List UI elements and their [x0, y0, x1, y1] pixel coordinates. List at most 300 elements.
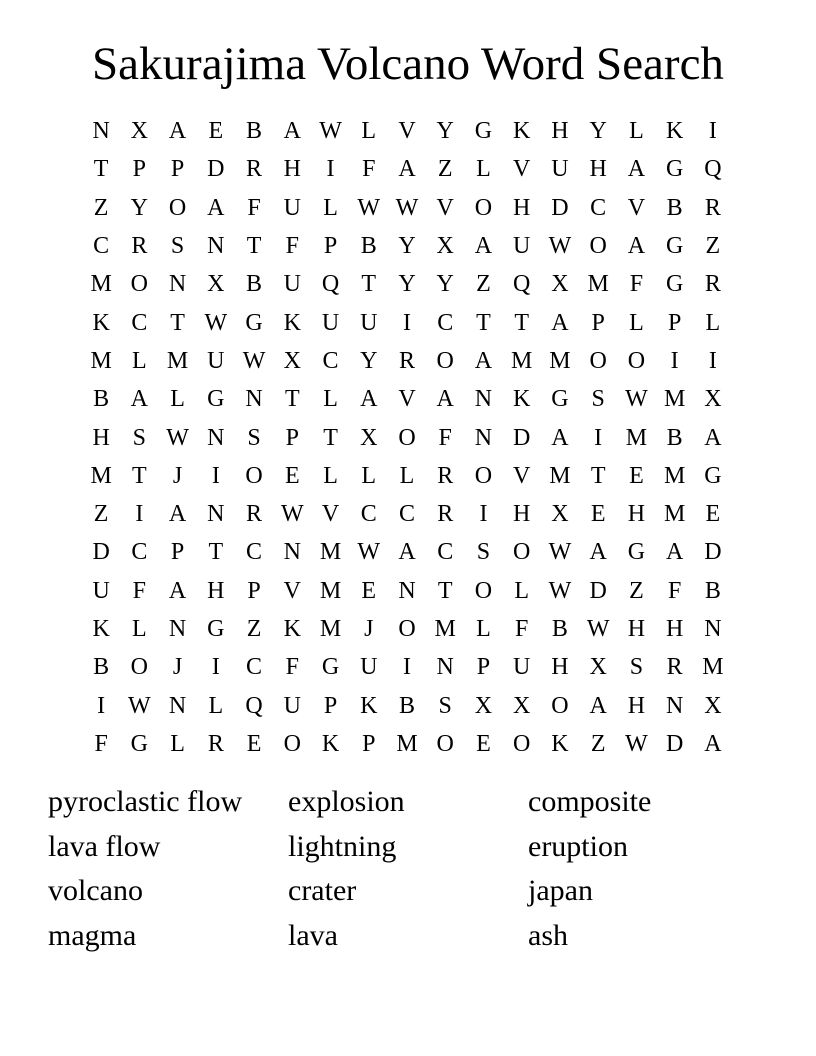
- grid-letter: O: [168, 194, 187, 221]
- grid-letter: P: [285, 424, 299, 451]
- grid-letter: A: [627, 233, 646, 260]
- grid-letter: X: [436, 233, 454, 260]
- grid-letter: B: [666, 424, 683, 451]
- grid-letter: I: [326, 156, 335, 183]
- grid-letter: B: [360, 233, 377, 260]
- page-title: Sakurajima Volcano Word Search: [92, 38, 724, 90]
- grid-letter: C: [437, 539, 454, 566]
- grid-letter: N: [168, 692, 187, 719]
- grid-letter: W: [395, 194, 419, 221]
- grid-letter: C: [246, 539, 263, 566]
- grid-letter: P: [591, 309, 605, 336]
- grid-letter: N: [245, 386, 263, 413]
- grid-letter: I: [135, 501, 144, 528]
- grid-letter: M: [319, 616, 342, 642]
- grid-letter: N: [168, 616, 187, 642]
- grid-letter: V: [513, 156, 531, 183]
- grid-letter: K: [321, 730, 340, 757]
- grid-letter: P: [476, 654, 491, 681]
- grid-letter: N: [207, 233, 225, 260]
- grid-letter: Y: [360, 347, 378, 374]
- grid-letter: N: [436, 654, 454, 681]
- grid-letter: X: [551, 271, 569, 298]
- grid-letter: E: [629, 462, 644, 489]
- grid-letter: I: [402, 654, 411, 681]
- grid-letter: R: [666, 654, 683, 681]
- word-list-item: lightning: [288, 829, 397, 863]
- grid-letter: L: [323, 386, 338, 413]
- grid-letter: Z: [246, 616, 262, 642]
- grid-letter: X: [207, 271, 225, 298]
- grid-letter: L: [323, 462, 338, 489]
- grid-letter: A: [551, 424, 569, 451]
- grid-letter: X: [551, 501, 569, 528]
- grid-letter: O: [513, 539, 531, 566]
- grid-letter: Y: [589, 118, 607, 145]
- grid-letter: A: [360, 386, 378, 413]
- grid-letter: K: [283, 616, 301, 642]
- grid-letter: K: [513, 386, 531, 413]
- grid-letter: G: [704, 462, 722, 489]
- grid-letter: O: [474, 462, 493, 489]
- grid-letter: M: [511, 347, 533, 374]
- grid-letter: I: [594, 424, 603, 451]
- grid-letter: O: [474, 194, 493, 221]
- grid-letter: U: [207, 347, 225, 374]
- grid-letter: Y: [436, 118, 454, 145]
- grid-letter: M: [319, 539, 342, 566]
- grid-letter: U: [360, 309, 378, 336]
- word-list-item: volcano: [48, 874, 143, 907]
- grid-letter: J: [172, 462, 183, 489]
- letter-grid: [82, 112, 732, 763]
- grid-letter: D: [513, 424, 531, 451]
- grid-letter: N: [92, 118, 110, 145]
- grid-letter: U: [513, 233, 531, 260]
- grid-letter: W: [319, 118, 342, 145]
- grid-letter: Z: [93, 194, 109, 221]
- grid-letter: B: [93, 386, 110, 413]
- grid-letter: V: [398, 118, 416, 145]
- grid-letter: T: [132, 462, 147, 489]
- grid-letter: G: [665, 233, 684, 260]
- grid-letter: W: [357, 539, 381, 566]
- grid-letter: O: [130, 271, 149, 298]
- grid-letter: J: [172, 654, 183, 681]
- grid-letter: X: [589, 654, 607, 681]
- grid-letter: W: [128, 692, 151, 719]
- grid-letter: O: [627, 347, 646, 374]
- grid-letter: O: [474, 577, 493, 604]
- grid-letter: C: [131, 539, 148, 566]
- grid-letter: O: [513, 730, 531, 757]
- grid-letter: A: [168, 577, 187, 604]
- grid-letter: A: [283, 118, 301, 145]
- grid-letter: O: [589, 233, 607, 260]
- grid-letter: C: [437, 309, 454, 336]
- grid-letter: F: [132, 577, 147, 604]
- grid-letter: R: [398, 347, 415, 374]
- grid-letter: M: [319, 577, 342, 604]
- grid-letter: B: [246, 118, 263, 145]
- grid-letter: U: [283, 692, 301, 719]
- grid-letter: O: [245, 462, 263, 489]
- grid-letter: Z: [629, 577, 644, 604]
- grid-letter: N: [398, 577, 416, 604]
- grid-letter: W: [548, 539, 572, 566]
- grid-letter: G: [207, 616, 225, 642]
- grid-letter: M: [396, 730, 418, 757]
- grid-letter: A: [436, 386, 454, 413]
- grid-letter: O: [398, 424, 416, 451]
- grid-letter: V: [436, 194, 454, 221]
- grid-letter: U: [551, 156, 569, 183]
- grid-letter: A: [474, 347, 493, 374]
- word-list-item: lava flow: [48, 829, 161, 863]
- grid-letter: T: [284, 386, 300, 413]
- grid-letter: L: [132, 616, 147, 642]
- grid-letter: F: [247, 194, 261, 221]
- grid-letter: Z: [705, 233, 721, 260]
- grid-letter: M: [663, 386, 686, 413]
- grid-letter: A: [704, 730, 722, 757]
- grid-letter: I: [708, 347, 717, 374]
- grid-letter: A: [589, 539, 607, 566]
- grid-letter: Q: [245, 692, 263, 719]
- grid-letter: W: [242, 347, 266, 374]
- grid-letter: Z: [590, 730, 606, 757]
- grid-letter: X: [474, 692, 493, 719]
- grid-letter: H: [551, 118, 569, 145]
- word-list: [48, 780, 768, 958]
- grid-letter: S: [629, 654, 644, 681]
- grid-letter: P: [247, 577, 261, 604]
- grid-letter: H: [627, 692, 646, 719]
- grid-letter: H: [513, 501, 531, 528]
- word-list-item: composite: [528, 785, 652, 818]
- grid-letter: H: [589, 156, 607, 183]
- grid-letter: K: [360, 692, 378, 719]
- grid-letter: P: [170, 156, 185, 183]
- grid-letter: N: [283, 539, 301, 566]
- grid-letter: M: [587, 271, 609, 298]
- grid-letter: G: [551, 386, 569, 413]
- grid-letter: O: [551, 692, 569, 719]
- grid-letter: H: [207, 577, 225, 604]
- grid-letter: Y: [436, 271, 454, 298]
- grid-letter: V: [398, 386, 416, 413]
- grid-letter: T: [590, 462, 606, 489]
- grid-letter: L: [361, 462, 377, 489]
- grid-letter: B: [551, 616, 568, 642]
- grid-letter: O: [436, 347, 454, 374]
- grid-letter: N: [168, 271, 187, 298]
- grid-letter: K: [92, 616, 110, 642]
- grid-letter: C: [590, 194, 607, 221]
- grid-letter: W: [280, 501, 304, 528]
- grid-letter: T: [93, 156, 109, 183]
- word-list-item: ash: [528, 918, 568, 952]
- grid-letter: F: [438, 424, 452, 451]
- grid-letter: W: [357, 194, 381, 221]
- grid-letter: R: [207, 730, 224, 757]
- grid-letter: G: [321, 654, 340, 681]
- grid-letter: G: [665, 271, 684, 298]
- grid-letter: H: [627, 501, 646, 528]
- grid-letter: E: [361, 577, 377, 604]
- grid-letter: L: [476, 616, 491, 642]
- grid-letter: W: [548, 233, 572, 260]
- grid-letter: S: [476, 539, 491, 566]
- grid-letter: C: [398, 501, 415, 528]
- grid-letter: M: [90, 462, 112, 489]
- grid-letter: P: [170, 539, 185, 566]
- grid-letter: S: [591, 386, 605, 413]
- grid-letter: H: [513, 194, 531, 221]
- grid-letter: O: [398, 616, 416, 642]
- grid-letter: N: [474, 424, 493, 451]
- grid-letter: H: [551, 654, 569, 681]
- grid-letter: M: [702, 654, 724, 681]
- grid-letter: F: [285, 233, 299, 260]
- grid-letter: R: [437, 501, 454, 528]
- grid-letter: E: [476, 730, 491, 757]
- grid-letter: F: [629, 271, 644, 298]
- grid-letter: H: [627, 616, 646, 642]
- grid-letter: A: [398, 539, 416, 566]
- grid-letter: X: [513, 692, 531, 719]
- grid-letter: G: [627, 539, 646, 566]
- grid-letter: V: [513, 462, 531, 489]
- grid-letter: B: [704, 577, 721, 604]
- grid-letter: X: [283, 347, 301, 374]
- grid-letter: R: [437, 462, 454, 489]
- grid-letter: X: [130, 118, 149, 145]
- grid-letter: L: [629, 309, 644, 336]
- grid-letter: L: [705, 309, 721, 336]
- grid-letter: H: [665, 616, 684, 642]
- grid-letter: K: [551, 730, 569, 757]
- grid-letter: L: [514, 577, 530, 604]
- grid-letter: I: [708, 118, 717, 145]
- grid-letter: T: [361, 271, 377, 298]
- grid-letter: X: [704, 692, 722, 719]
- grid-letter: I: [479, 501, 488, 528]
- grid-letter: M: [549, 347, 571, 374]
- grid-letter: X: [704, 386, 722, 413]
- grid-letter: G: [474, 118, 493, 145]
- grid-letter: A: [551, 309, 569, 336]
- grid-letter: A: [168, 501, 187, 528]
- grid-letter: E: [284, 462, 300, 489]
- grid-letter: A: [704, 424, 722, 451]
- grid-letter: W: [625, 386, 648, 413]
- grid-letter: U: [360, 654, 378, 681]
- grid-letter: I: [402, 309, 411, 336]
- grid-letter: F: [515, 616, 529, 642]
- grid-letter: F: [285, 654, 299, 681]
- grid-letter: L: [629, 118, 644, 145]
- grid-letter: N: [207, 424, 225, 451]
- grid-letter: H: [92, 424, 110, 451]
- grid-letter: U: [513, 654, 531, 681]
- grid-letter: S: [132, 424, 147, 451]
- grid-letter: Z: [437, 156, 453, 183]
- grid-letter: B: [666, 194, 683, 221]
- grid-letter: L: [476, 156, 491, 183]
- grid-letter: K: [665, 118, 684, 145]
- grid-letter: S: [170, 233, 185, 260]
- grid-letter: D: [665, 730, 684, 757]
- grid-letter: B: [93, 654, 110, 681]
- grid-letter: M: [663, 501, 686, 528]
- grid-letter: G: [130, 730, 149, 757]
- grid-letter: P: [323, 692, 338, 719]
- grid-letter: A: [627, 156, 646, 183]
- grid-letter: L: [170, 730, 185, 757]
- grid-letter: V: [321, 501, 340, 528]
- grid-letter: R: [704, 271, 721, 298]
- grid-letter: K: [513, 118, 531, 145]
- grid-letter: I: [211, 462, 220, 489]
- word-list-item: eruption: [528, 829, 628, 863]
- grid-letter: S: [438, 692, 452, 719]
- grid-letter: T: [437, 577, 453, 604]
- word-list-item: japan: [528, 874, 593, 907]
- grid-letter: P: [132, 156, 147, 183]
- grid-letter: T: [246, 233, 262, 260]
- grid-letter: O: [130, 654, 149, 681]
- grid-letter: C: [360, 501, 377, 528]
- grid-letter: N: [665, 692, 684, 719]
- grid-letter: W: [166, 424, 189, 451]
- grid-letter: K: [92, 309, 110, 336]
- grid-letter: O: [283, 730, 301, 757]
- grid-letter: E: [705, 501, 721, 528]
- grid-letter: D: [207, 156, 225, 183]
- grid-letter: F: [667, 577, 682, 604]
- grid-letter: F: [94, 730, 108, 757]
- grid-letter: A: [589, 692, 607, 719]
- grid-letter: E: [246, 730, 262, 757]
- grid-letter: A: [665, 539, 684, 566]
- grid-letter: U: [321, 309, 340, 336]
- grid-letter: S: [247, 424, 261, 451]
- grid-letter: W: [586, 616, 610, 642]
- grid-letter: M: [549, 462, 571, 489]
- grid-letter: W: [204, 309, 228, 336]
- grid-letter: N: [704, 616, 722, 642]
- grid-letter: L: [132, 347, 147, 374]
- grid-letter: W: [625, 730, 648, 757]
- grid-letter: T: [170, 309, 185, 336]
- word-list-item: pyroclastic flow: [48, 785, 243, 818]
- grid-letter: P: [323, 233, 338, 260]
- grid-letter: C: [322, 347, 339, 374]
- grid-letter: X: [360, 424, 378, 451]
- grid-letter: I: [670, 347, 679, 374]
- grid-letter: Z: [93, 501, 109, 528]
- grid-letter: M: [90, 347, 112, 374]
- grid-letter: R: [131, 233, 148, 260]
- grid-letter: L: [361, 118, 377, 145]
- grid-letter: C: [131, 309, 148, 336]
- grid-letter: D: [92, 539, 110, 566]
- grid-letter: T: [323, 424, 338, 451]
- grid-letter: U: [283, 194, 301, 221]
- grid-letter: A: [474, 233, 493, 260]
- grid-letter: V: [283, 577, 301, 604]
- grid-letter: R: [246, 156, 263, 183]
- grid-letter: A: [130, 386, 149, 413]
- grid-letter: M: [166, 347, 189, 374]
- grid-letter: E: [208, 118, 224, 145]
- grid-letter: N: [207, 501, 225, 528]
- word-list-item: crater: [288, 874, 357, 907]
- grid-letter: J: [364, 616, 374, 642]
- grid-letter: R: [246, 501, 263, 528]
- grid-letter: O: [436, 730, 454, 757]
- grid-letter: Y: [398, 233, 416, 260]
- grid-letter: C: [93, 233, 110, 260]
- grid-letter: K: [283, 309, 301, 336]
- grid-letter: M: [90, 271, 112, 298]
- grid-letter: B: [398, 692, 415, 719]
- word-list-item: explosion: [288, 785, 405, 818]
- grid-letter: U: [92, 577, 110, 604]
- grid-letter: M: [434, 616, 456, 642]
- grid-letter: L: [323, 194, 338, 221]
- grid-letter: M: [663, 462, 686, 489]
- grid-letter: Y: [130, 194, 149, 221]
- grid-letter: I: [97, 692, 106, 719]
- grid-letter: P: [362, 730, 376, 757]
- grid-letter: D: [589, 577, 607, 604]
- grid-letter: G: [207, 386, 225, 413]
- grid-letter: Y: [398, 271, 416, 298]
- grid-letter: A: [398, 156, 416, 183]
- grid-letter: F: [362, 156, 376, 183]
- grid-letter: M: [625, 424, 648, 451]
- grid-letter: W: [548, 577, 572, 604]
- grid-letter: B: [246, 271, 263, 298]
- word-list-item: lava: [288, 918, 338, 952]
- grid-letter: L: [399, 462, 415, 489]
- grid-letter: E: [590, 501, 606, 528]
- grid-letter: T: [476, 309, 491, 336]
- grid-letter: A: [207, 194, 225, 221]
- grid-letter: L: [170, 386, 185, 413]
- grid-letter: P: [667, 309, 682, 336]
- grid-letter: T: [514, 309, 530, 336]
- grid-letter: G: [245, 309, 263, 336]
- grid-letter: L: [208, 692, 224, 719]
- grid-letter: G: [665, 156, 684, 183]
- grid-letter: N: [474, 386, 493, 413]
- grid-letter: Z: [476, 271, 491, 298]
- grid-letter: O: [589, 347, 607, 374]
- grid-letter: D: [704, 539, 722, 566]
- grid-letter: I: [211, 654, 220, 681]
- word-list-item: magma: [48, 918, 137, 952]
- grid-letter: D: [551, 194, 569, 221]
- grid-letter: T: [208, 539, 224, 566]
- grid-letter: C: [246, 654, 263, 681]
- grid-letter: R: [704, 194, 721, 221]
- grid-letter: Q: [321, 271, 340, 298]
- grid-letter: V: [627, 194, 646, 221]
- grid-letter: U: [283, 271, 301, 298]
